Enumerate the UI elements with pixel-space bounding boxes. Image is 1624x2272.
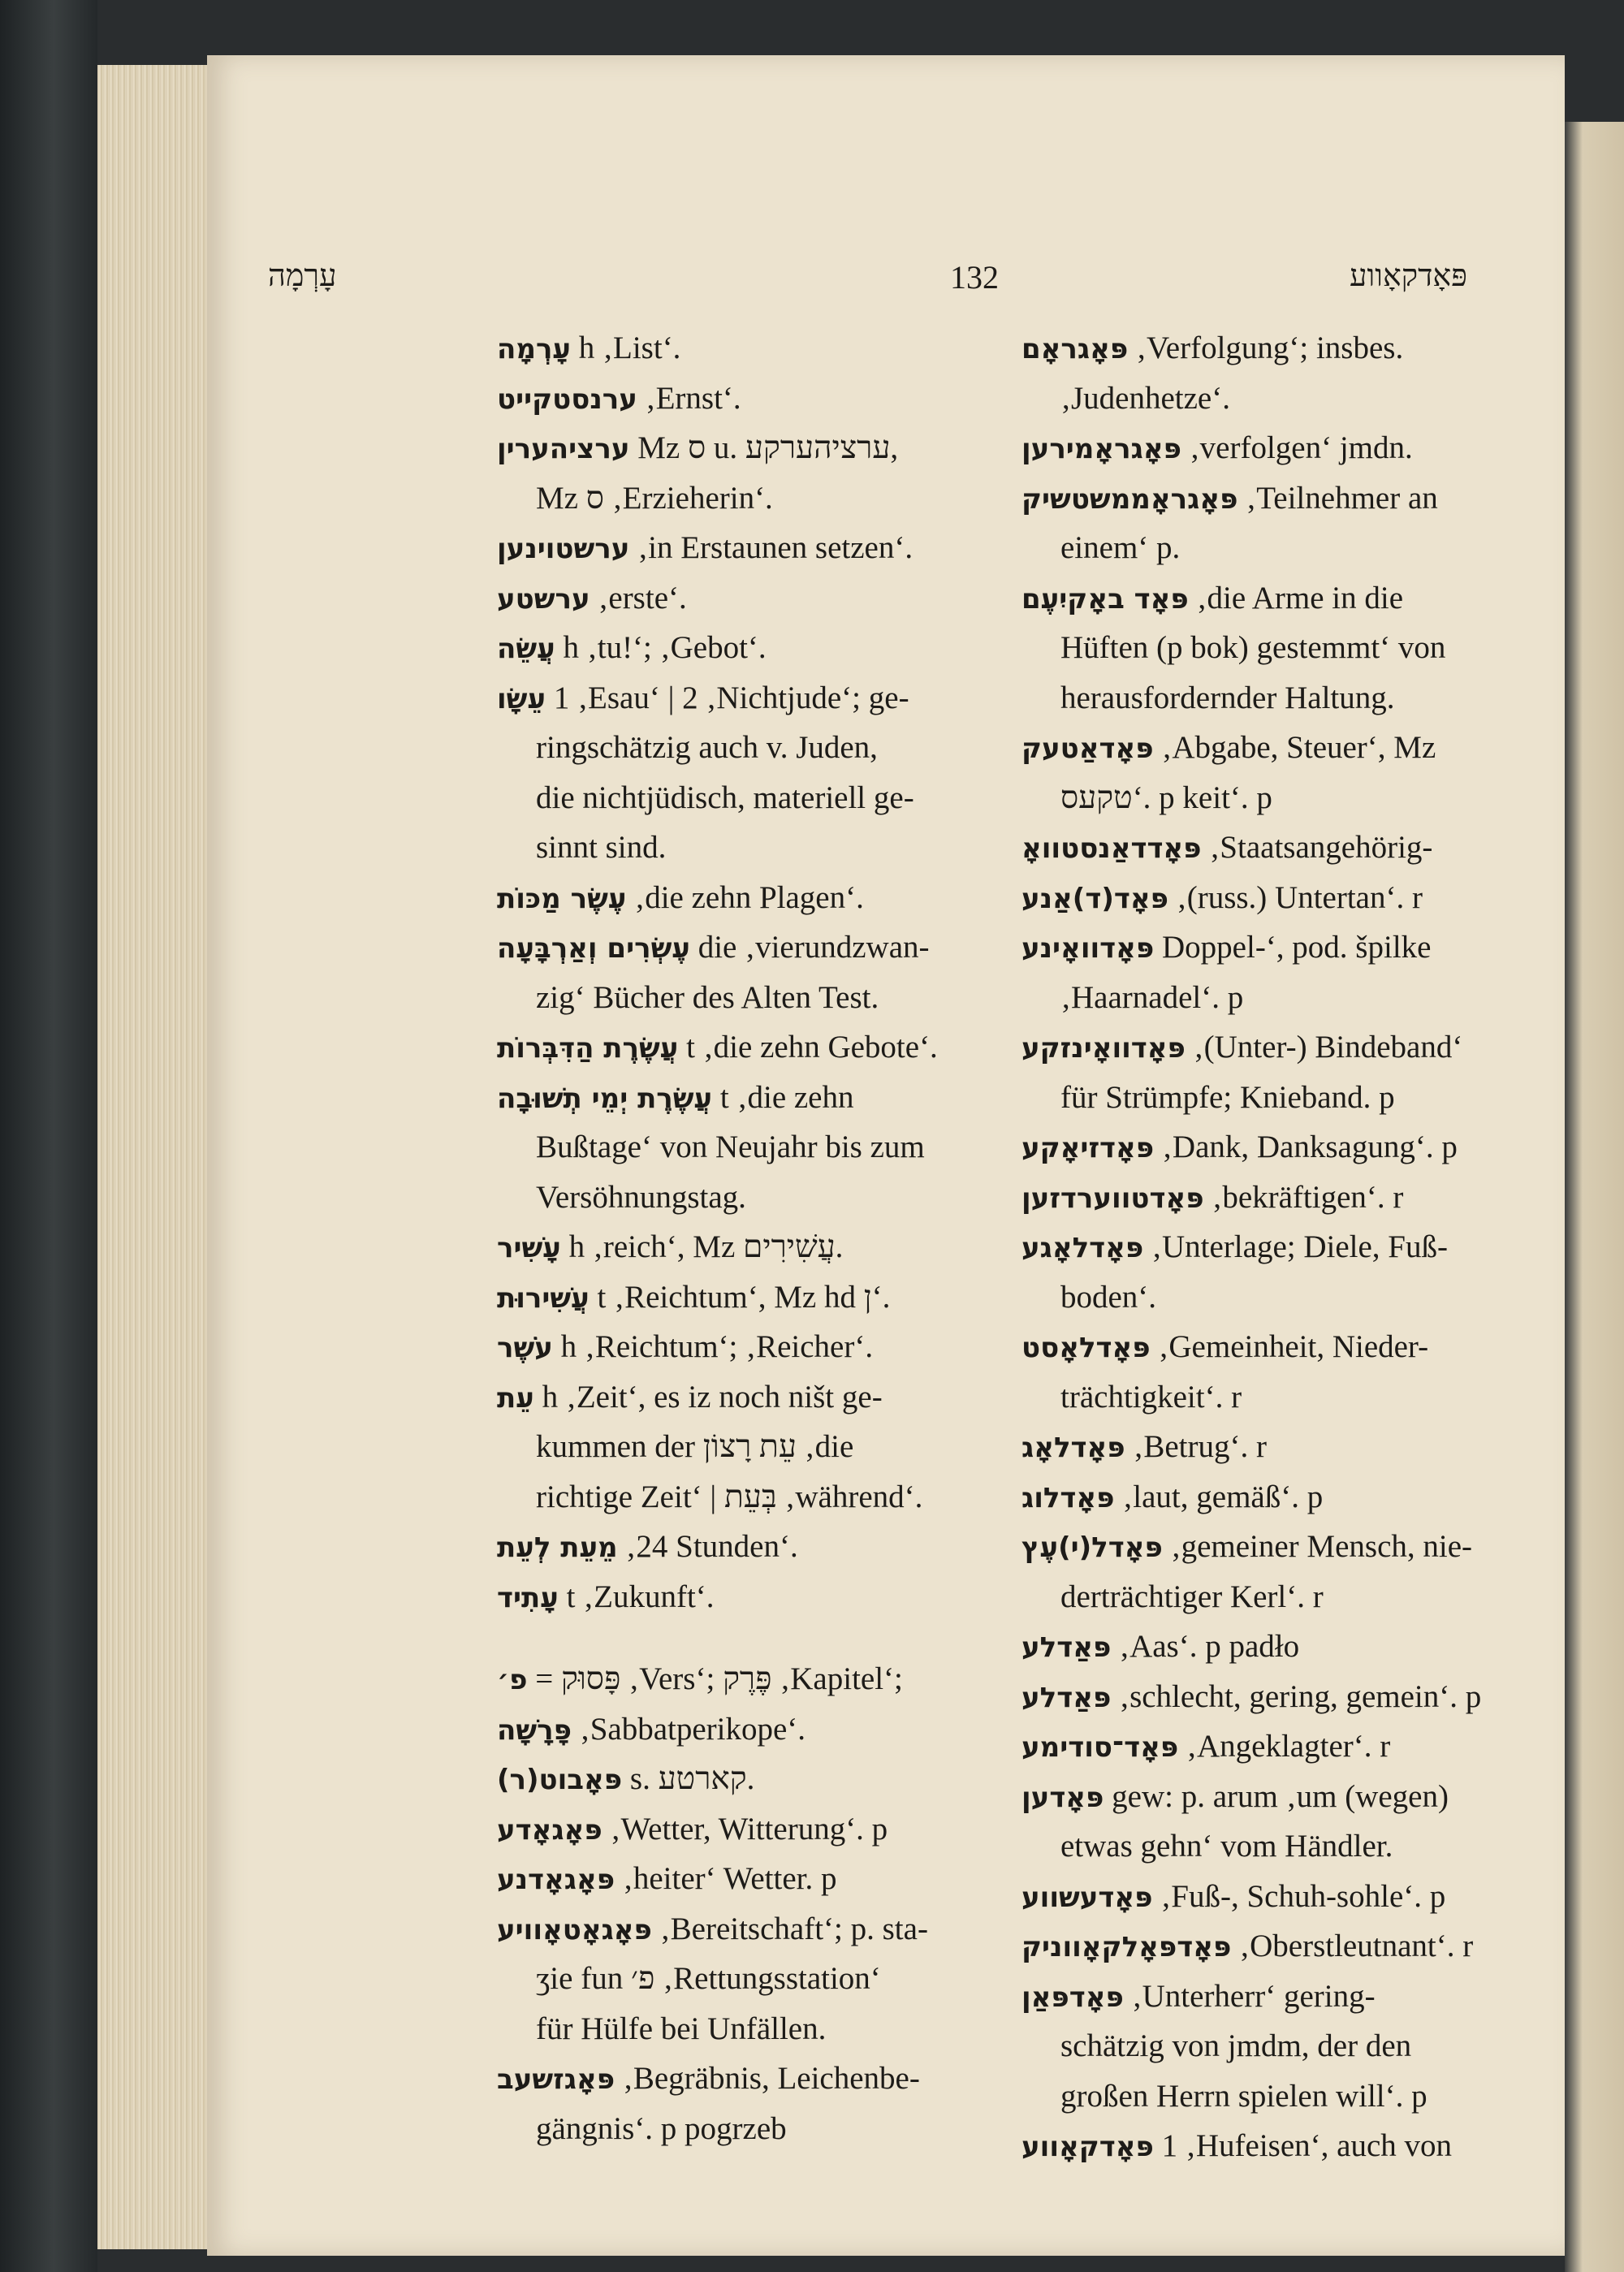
- headword: פּאָבוט(ר): [497, 1764, 623, 1796]
- definition-text: Versöhnungstag.: [536, 1179, 746, 1215]
- headword: פּאָדפּאַן: [1021, 1980, 1124, 2014]
- headword: פ׳: [497, 1664, 528, 1696]
- definition-text: Bußtage‘ von Neujahr bis zum: [536, 1130, 925, 1164]
- headword: פּאָדלוג: [1021, 1481, 1115, 1514]
- dictionary-line: [1021, 523, 1478, 573]
- definition-text: die nichtjüdisch, materiell ge-: [536, 780, 914, 815]
- dictionary-line: [1021, 1721, 1478, 1772]
- definition-text: ‚Oberstleutnant‘. r: [1231, 1929, 1474, 1963]
- dictionary-line: [497, 1854, 953, 1904]
- dictionary-line: [1021, 1872, 1478, 1922]
- dictionary-line: [1021, 973, 1478, 1023]
- dictionary-line: [497, 1073, 953, 1123]
- definition-text: ‚Unterherr‘ gering-: [1123, 1978, 1376, 2014]
- dictionary-line: [1021, 1222, 1478, 1272]
- headword: עֲשֵׂה: [497, 633, 555, 665]
- headword: ערשטע: [497, 582, 590, 616]
- dictionary-line: [497, 374, 953, 424]
- definition-text: ‚Bereitschaft‘; p. sta-: [651, 1911, 928, 1946]
- definition-text: für Strümpfe; Knieband. p: [1060, 1079, 1395, 1115]
- dictionary-line: [1021, 723, 1478, 773]
- dictionary-line: [1021, 873, 1478, 923]
- definition-text: ‚Aas‘. p padło: [1111, 1629, 1300, 1664]
- left-column: [497, 323, 953, 2153]
- definition-text: ‚Haarnadel‘. p: [1060, 979, 1244, 1015]
- headword: פּאָדלאָגע: [1021, 1232, 1144, 1264]
- facing-page-edge: [1565, 122, 1624, 2272]
- definition-text: richtige Zeit‘ | בְּעֵת ‚während‘.: [536, 1479, 923, 1514]
- dictionary-line: [1021, 673, 1478, 723]
- dictionary-line: [497, 1422, 953, 1472]
- definition-text: ‚Unterlage; Diele, Fuß-: [1143, 1229, 1448, 1264]
- section-gap: [497, 1622, 953, 1654]
- dictionary-line: [497, 573, 953, 624]
- headword: עֵשָׂו: [497, 682, 546, 715]
- dictionary-line: [497, 523, 953, 573]
- definition-text: 1 ‚Hufeisen‘, auch von: [1153, 2128, 1453, 2163]
- definition-text: etwas gehn‘ vom Händler.: [1060, 1829, 1393, 1864]
- dictionary-line: [497, 1272, 953, 1323]
- dictionary-line: [1021, 922, 1478, 973]
- definition-text: trächtigkeit‘. r: [1060, 1379, 1242, 1415]
- definition-text: herausfordernder Haltung.: [1060, 680, 1395, 715]
- definition-text: h ‚reich‘, Mz עֲשִׁירִים.: [560, 1229, 844, 1264]
- definition-text: 1 ‚Esau‘ | 2 ‚Nichtjude‘; ge-: [546, 680, 909, 715]
- definition-text: t ‚Reichtum‘, Mz hd ן‘.: [589, 1279, 891, 1315]
- headword: מֵעֵת לְעֵת: [497, 1531, 618, 1564]
- dictionary-line: [497, 673, 953, 723]
- definition-text: kummen der עֵת רָצוֹן ‚die: [536, 1429, 854, 1464]
- headword: פּאָדלאָג: [1021, 1432, 1125, 1464]
- definition-text: ‚die Arme in die: [1188, 580, 1404, 616]
- dictionary-line: [1021, 2071, 1478, 2122]
- dictionary-line: [1021, 2021, 1478, 2071]
- definition-text: t ‚Zukunft‘.: [558, 1579, 715, 1614]
- dictionary-line: [1021, 773, 1478, 823]
- headword: פָּרָשָׁה: [497, 1713, 572, 1747]
- definition-text: s. קארטע.: [622, 1761, 755, 1796]
- headword: פּאָדאַטעק: [1021, 732, 1154, 765]
- dictionary-line: [497, 1522, 953, 1572]
- definition-text: ‚heiter‘ Wetter. p: [615, 1861, 837, 1896]
- definition-text: ‚Begräbnis, Leichenbe-: [615, 2061, 920, 2096]
- headword: פּאָדוואָינע: [1021, 932, 1155, 965]
- dictionary-line: [497, 423, 953, 473]
- dictionary-line: [1021, 423, 1478, 473]
- dictionary-line: [497, 1222, 953, 1272]
- definition-text: ‚Ernst‘.: [637, 380, 741, 416]
- definition-text: ‚gemeiner Mensch, nie-: [1162, 1529, 1473, 1564]
- dictionary-line: [497, 1572, 953, 1622]
- definition-text: h ‚Zeit‘, es iz noch ništ ge-: [533, 1379, 883, 1415]
- headword: פּאָגראָמירען: [1021, 433, 1181, 465]
- headword: ערשטוינען: [497, 533, 630, 565]
- dictionary-line: [497, 773, 953, 823]
- definition-text: ringschätzig auch v. Juden,: [536, 730, 878, 765]
- dictionary-line: [497, 823, 953, 873]
- headword: ערציהערין: [497, 433, 630, 465]
- headword: עֵת: [497, 1381, 534, 1415]
- right-column: [1021, 323, 1482, 2171]
- definition-text: die ‚vierundzwan-: [689, 930, 930, 965]
- dictionary-line: [497, 473, 953, 524]
- headword: פּאָדפּאָלקאָווניק: [1021, 1931, 1232, 1963]
- headword: פּאַדלע: [1021, 1631, 1112, 1664]
- definition-text: ‚verfolgen‘ jmdn.: [1181, 430, 1413, 465]
- definition-text: ‚Verfolgung‘; insbes.: [1128, 330, 1404, 365]
- definition-text: t ‚die zehn Gebote‘.: [678, 1030, 938, 1065]
- dictionary-line: [497, 873, 953, 923]
- headword: פּאָדקאָווע: [1021, 2131, 1154, 2163]
- headword: עֹשֶׁר: [497, 1332, 553, 1364]
- definition-text: ‚Sabbatperikope‘.: [571, 1711, 806, 1747]
- definition-text: großen Herrn spielen will‘. p: [1060, 2078, 1427, 2114]
- dictionary-line: [497, 973, 953, 1023]
- dictionary-line: [1021, 1372, 1478, 1423]
- running-header-right: פּאָדקאָווע: [1350, 259, 1468, 293]
- dictionary-line: [1021, 1672, 1482, 1722]
- headword: פּאָד באָקיִעֶם: [1021, 582, 1189, 616]
- definition-text: schätzig von jmdm, der den: [1060, 2028, 1412, 2063]
- definition-text: ‚erste‘.: [590, 580, 687, 616]
- dictionary-line: [497, 2004, 953, 2054]
- dictionary-line: [497, 623, 953, 673]
- definition-text: טקעס‘. p keit‘. p: [1060, 780, 1272, 815]
- headword: פּאָדדאַנסטוואָ: [1021, 832, 1202, 865]
- dictionary-line: [1021, 1972, 1478, 2022]
- definition-text: t ‚die zehn: [712, 1079, 854, 1115]
- dictionary-line: [1021, 1122, 1478, 1173]
- dictionary-line: [497, 1122, 953, 1173]
- headword: פּאָגראָם: [1021, 333, 1129, 365]
- headword: עֶשְׂרִים וְאַרְבָּעָה: [497, 932, 690, 965]
- definition-text: ‚laut, gemäß‘. p: [1114, 1479, 1324, 1514]
- headword: פּאָגאָדנע: [497, 1864, 615, 1896]
- headword: פּאָדל(י)עֶץ: [1021, 1531, 1163, 1564]
- headword: פּאָגראָממשטשיק: [1021, 482, 1238, 516]
- headword: ערנסטקייט: [497, 382, 637, 416]
- headword: פּאָדזיאָקע: [1021, 1132, 1155, 1164]
- definition-text: ‚schlecht, gering, gemein‘. p: [1111, 1678, 1482, 1714]
- headword: פּאָד־סודימע: [1021, 1731, 1179, 1764]
- headword: עָשִׁיר: [497, 1232, 561, 1264]
- definition-text: zig‘ Bücher des Alten Test.: [536, 979, 879, 1015]
- headword: עֲשֶׂרֶת הַדִּבְּרוֹת: [497, 1032, 679, 1065]
- headword: פּאָדען: [1021, 1781, 1104, 1814]
- definition-text: Mz ס u. ערציהערקע,: [629, 430, 899, 465]
- headword: פּאָגאָטאָוויע: [497, 1913, 652, 1946]
- dictionary-line: [1021, 1073, 1478, 1123]
- headword: עָתִיד: [497, 1581, 559, 1614]
- definition-text: ‚24 Stunden‘.: [617, 1529, 798, 1564]
- headword: עֲשִׁירוּת: [497, 1281, 590, 1315]
- headword: פּאָגאָדע: [497, 1813, 603, 1847]
- dictionary-line: [1021, 1622, 1478, 1672]
- definition-text: ‚bekräftigen‘. r: [1203, 1179, 1404, 1215]
- definition-text: ‚Judenhetze‘.: [1060, 380, 1230, 416]
- dictionary-line: [1021, 1572, 1478, 1622]
- dictionary-line: [1021, 323, 1478, 374]
- dictionary-line: [497, 1954, 953, 2004]
- headword: פּאַדלע: [1021, 1681, 1112, 1714]
- definition-text: derträchtiger Kerl‘. r: [1060, 1579, 1324, 1614]
- dictionary-line: [497, 2104, 953, 2154]
- definition-text: Hüften (p bok) gestemmt‘ von: [1060, 630, 1446, 665]
- headword: עָרְמָה: [497, 333, 572, 365]
- definition-text: sinnt sind.: [536, 830, 667, 865]
- definition-text: ‚Betrug‘. r: [1125, 1429, 1267, 1464]
- dictionary-line: [497, 1173, 953, 1223]
- definition-text: ‚Staatsangehörig-: [1201, 830, 1433, 865]
- definition-text: ‚in Erstaunen setzen‘.: [629, 530, 914, 565]
- dictionary-line: [1021, 1322, 1478, 1372]
- dictionary-line: [497, 1472, 953, 1523]
- headword: פּאָדעשווע: [1021, 1881, 1153, 1914]
- definition-text: einem‘ p.: [1060, 530, 1181, 565]
- headword: פּאָגזשעב: [497, 2063, 615, 2096]
- dictionary-line: [1021, 623, 1478, 673]
- dictionary-line: [497, 1372, 953, 1423]
- definition-text: ‚Abgabe, Steuer‘, Mz: [1153, 730, 1436, 765]
- dictionary-line: [1021, 1472, 1478, 1523]
- dictionary-line: [1021, 2121, 1478, 2171]
- page-edges: [97, 65, 219, 2249]
- dictionary-line: [497, 1754, 953, 1804]
- headword: פּאָד(ד)אַנע: [1021, 882, 1168, 915]
- definition-text: ‚(russ.) Untertan‘. r: [1168, 879, 1423, 915]
- headword: פּאָדוואָינזקע: [1021, 1032, 1186, 1065]
- definition-text: ‚(Unter-) Bindeband‘: [1185, 1030, 1463, 1065]
- definition-text: h ‚Reichtum‘; ‚Reicher‘.: [552, 1329, 874, 1364]
- dictionary-line: [497, 323, 953, 374]
- dictionary-line: [1021, 1022, 1478, 1073]
- dictionary-line: [497, 723, 953, 773]
- definition-text: ‚Teilnehmer an: [1237, 480, 1438, 516]
- definition-text: gängnis‘. p pogrzeb: [536, 2110, 787, 2146]
- headword: עֶשֶׂר מַכּוֹת: [497, 882, 627, 915]
- definition-text: h ‚tu!‘; ‚Gebot‘.: [555, 630, 767, 665]
- definition-text: ‚Dank, Danksagung‘. p: [1154, 1130, 1458, 1164]
- headword: פּאָדטווערדזען: [1021, 1181, 1204, 1215]
- definition-text: ‚die zehn Plagen‘.: [626, 879, 864, 915]
- definition-text: für Hülfe bei Unfällen.: [536, 2011, 827, 2046]
- dictionary-line: [497, 1704, 953, 1755]
- dictionary-line: [1021, 374, 1478, 424]
- dictionary-line: [497, 2054, 953, 2104]
- dictionary-line: [1021, 823, 1478, 873]
- headword: פּאָדלאָסט: [1021, 1332, 1151, 1364]
- headword: עֲשֶׂרֶת יְמֵי תְשׁוּבָה: [497, 1082, 713, 1115]
- definition-text: Mz ס ‚Erzieherin‘.: [536, 480, 773, 516]
- dictionary-line: [1021, 1772, 1478, 1822]
- dictionary-line: [497, 1904, 953, 1955]
- dictionary-line: [1021, 1173, 1478, 1223]
- definition-text: gew: p. arum ‚um (wegen): [1104, 1778, 1449, 1814]
- definition-text: ‚Angeklagter‘. r: [1178, 1729, 1391, 1764]
- definition-text: = פָּסוּק ‚Vers‘; פֶּרֶק ‚Kapitel‘;: [527, 1661, 903, 1696]
- dictionary-line: [1021, 473, 1478, 524]
- dictionary-line: [497, 1654, 953, 1704]
- dictionary-line: [1021, 573, 1478, 624]
- page-number: 132: [950, 259, 999, 296]
- definition-text: ‚Fuß-, Schuh-sohle‘. p: [1152, 1878, 1446, 1914]
- definition-text: h ‚List‘.: [571, 330, 681, 365]
- dictionary-line: [497, 1322, 953, 1372]
- dictionary-line: [497, 1804, 953, 1855]
- dictionary-line: [1021, 1821, 1478, 1872]
- dictionary-line: [497, 922, 953, 973]
- definition-text: Doppel-‘, pod. špilke: [1154, 930, 1432, 965]
- dictionary-line: [1021, 1272, 1478, 1323]
- dictionary-line: [1021, 1522, 1478, 1572]
- running-header-left: עָרְמָה: [268, 259, 337, 293]
- dictionary-line: [1021, 1422, 1478, 1472]
- definition-text: boden‘.: [1060, 1279, 1157, 1315]
- definition-text: ‚Wetter, Witterung‘. p: [602, 1811, 888, 1847]
- definition-text: ʒie fun פ׳ ‚Rettungsstation‘: [536, 1961, 881, 1996]
- dictionary-line: [497, 1022, 953, 1073]
- definition-text: ‚Gemeinheit, Nieder-: [1150, 1329, 1429, 1364]
- dictionary-line: [1021, 1921, 1478, 1972]
- book-spine: [0, 0, 97, 2272]
